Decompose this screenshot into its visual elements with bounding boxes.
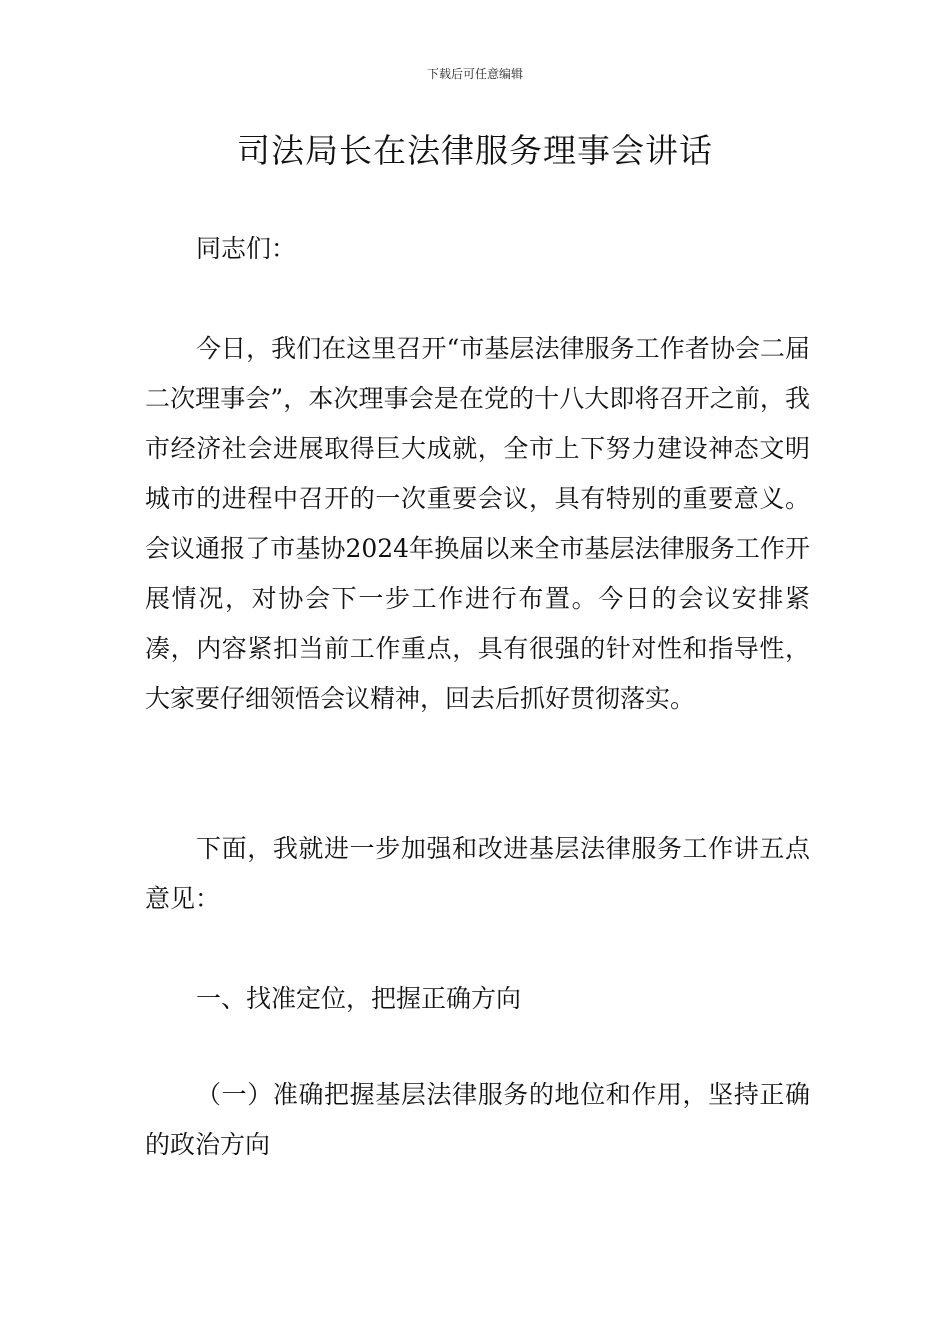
subsection-heading-1: （一）准确把握基层法律服务的地位和作用，坚持正确的政治方向: [145, 1080, 810, 1159]
page-header-note: 下载后可任意编辑: [426, 67, 523, 81]
section-heading-1: 一、找准定位，把握正确方向: [196, 984, 522, 1013]
document-title: 司法局长在法律服务理事会讲话: [237, 131, 713, 170]
greeting-paragraph: 同志们：: [196, 234, 297, 263]
intro-paragraph: 今日，我们在这里召开“市基层法律服务工作者协会二届二次理事会”，本次理事会是在党的十八大即将召开之前，我市经济社会进展取得巨大成就，全市上下努力建设神态文明城市的进程中召开的一次重要会议，具有特别的重要意义。会议通报了市基协2024年换届以来全市基层法律服务工作开展情况，对协会下一步工作进行布置。今日的会议安排紧凑，内容紧扣当前工作重点，具有很强的针对性和指导性，大家要仔细领悟会议精神，回去后抓好贯彻落实。: [145, 334, 810, 713]
lead-paragraph: 下面，我就进一步加强和改进基层法律服务工作讲五点意见：: [145, 834, 810, 913]
